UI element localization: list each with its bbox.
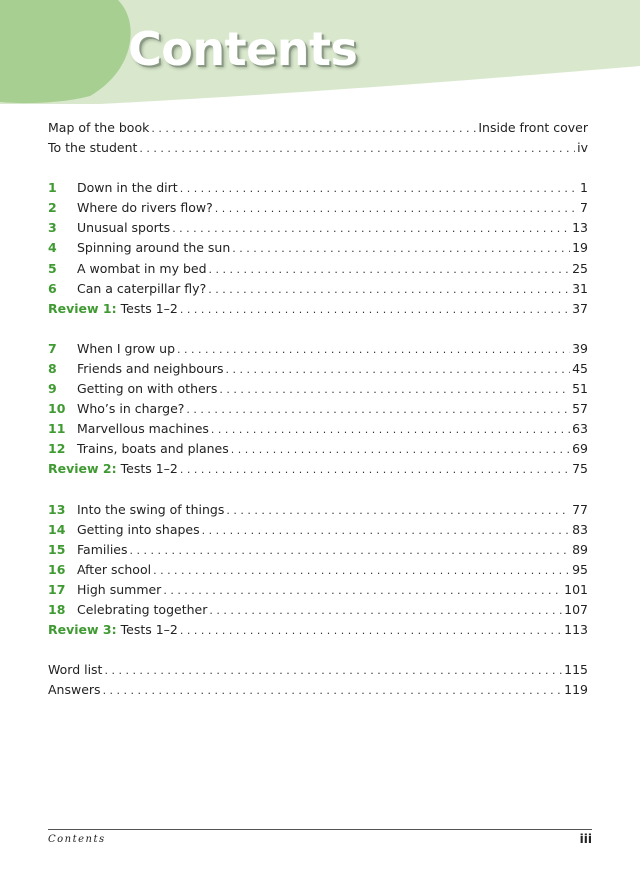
toc-entry-label: Tests 1–2 <box>120 461 178 477</box>
dot-leader <box>180 300 570 320</box>
footer-section-name: Contents <box>48 834 106 845</box>
toc-entry-review-3[interactable] <box>48 620 588 640</box>
dot-leader <box>180 621 562 641</box>
toc-entry-label: Friends and neighbours <box>77 360 224 376</box>
toc-entry-label: Can a caterpillar fly? <box>77 280 207 296</box>
toc-entry-unit-1[interactable] <box>48 178 588 198</box>
toc-entry-unit-9[interactable] <box>48 379 588 399</box>
toc-entry-unit-6[interactable] <box>48 279 588 299</box>
review-label: Review 1: <box>48 300 117 316</box>
dot-leader <box>209 260 571 280</box>
toc-entry-page: 31 <box>572 280 588 296</box>
toc-entry-page: 1 <box>580 180 588 196</box>
toc-entry-label: Getting into shapes <box>77 521 200 537</box>
unit-number: 1 <box>48 180 57 196</box>
toc-entry-label: Celebrating together <box>77 601 208 617</box>
toc-entry-page: 51 <box>572 381 588 397</box>
dot-leader <box>208 280 570 300</box>
unit-number: 8 <box>48 360 57 376</box>
toc-entry-label: Families <box>77 541 128 557</box>
toc-entry-unit-17[interactable] <box>48 580 588 600</box>
toc-entry-page: Inside front cover <box>478 120 588 135</box>
dot-leader <box>139 139 575 159</box>
footer-page-number: iii <box>579 832 592 846</box>
toc-entry-unit-5[interactable] <box>48 259 588 279</box>
toc-entry-page: 45 <box>572 360 588 376</box>
unit-number: 3 <box>48 220 57 236</box>
toc-entry-page: 101 <box>564 581 588 597</box>
unit-number: 13 <box>48 501 66 517</box>
unit-number: 14 <box>48 521 66 537</box>
toc-entry-page: 37 <box>572 300 588 316</box>
dot-leader <box>215 199 578 219</box>
unit-number: 18 <box>48 601 66 617</box>
toc-entry-unit-4[interactable] <box>48 238 588 258</box>
dot-leader <box>177 340 570 360</box>
dot-leader <box>211 420 570 440</box>
dot-leader <box>232 239 570 259</box>
toc-entry-unit-15[interactable] <box>48 540 588 560</box>
dot-leader <box>103 681 563 701</box>
table-of-contents <box>48 118 588 700</box>
review-label: Review 3: <box>48 622 117 638</box>
toc-entry-map[interactable] <box>48 118 588 138</box>
toc-entry-unit-16[interactable] <box>48 560 588 580</box>
toc-entry-page: iv <box>577 140 588 156</box>
toc-entry-page: 39 <box>572 340 588 356</box>
unit-number: 6 <box>48 280 57 296</box>
toc-entry-page: 107 <box>564 601 588 617</box>
toc-entry-page: 19 <box>572 240 588 256</box>
toc-entry-label: Trains, boats and planes <box>77 441 229 457</box>
toc-entry-unit-14[interactable] <box>48 520 588 540</box>
unit-number: 11 <box>48 421 66 437</box>
toc-entry-label: After school <box>77 561 152 577</box>
unit-number: 4 <box>48 240 57 256</box>
toc-entry-unit-2[interactable] <box>48 198 588 218</box>
toc-entry-page: 115 <box>564 662 588 678</box>
dot-leader <box>219 380 570 400</box>
toc-entry-unit-11[interactable] <box>48 419 588 439</box>
toc-entry-page: 75 <box>572 461 588 477</box>
dot-leader <box>151 119 476 139</box>
toc-entry-label: To the student <box>48 140 138 156</box>
toc-entry-word-list[interactable] <box>48 660 588 680</box>
unit-number: 2 <box>48 200 57 216</box>
toc-entry-label: Tests 1–2 <box>120 300 178 316</box>
toc-entry-page: 7 <box>580 200 588 216</box>
toc-entry-label: Marvellous machines <box>77 421 209 437</box>
toc-entry-page: 89 <box>572 541 588 557</box>
toc-entry-page: 119 <box>564 682 588 698</box>
footer-divider <box>48 829 592 830</box>
dot-leader <box>209 601 562 621</box>
toc-entry-label: Who’s in charge? <box>77 401 185 417</box>
toc-entry-label: Where do rivers flow? <box>77 200 213 216</box>
dot-leader <box>180 179 578 199</box>
dot-leader <box>104 661 562 681</box>
toc-entry-label: Word list <box>48 662 103 678</box>
toc-entry-label: High summer <box>77 581 162 597</box>
toc-entry-label: Unusual sports <box>77 220 171 236</box>
dot-leader <box>226 360 571 380</box>
toc-entry-page: 25 <box>572 260 588 276</box>
toc-entry-label: Spinning around the sun <box>77 240 231 256</box>
toc-entry-to-the-student[interactable] <box>48 138 588 158</box>
unit-number: 12 <box>48 441 66 457</box>
toc-entry-label: Down in the dirt <box>77 180 178 196</box>
dot-leader <box>163 581 562 601</box>
toc-entry-page: 69 <box>572 441 588 457</box>
dot-leader <box>172 219 570 239</box>
toc-entry-unit-12[interactable] <box>48 439 588 459</box>
unit-number: 9 <box>48 381 57 397</box>
toc-entry-label: A wombat in my bed <box>77 260 207 276</box>
toc-entry-page: 63 <box>572 421 588 437</box>
dot-leader <box>153 561 570 581</box>
toc-entry-label: Into the swing of things <box>77 501 225 517</box>
toc-entry-page: 57 <box>572 401 588 417</box>
unit-number: 15 <box>48 541 66 557</box>
dot-leader <box>231 440 570 460</box>
toc-entry-page: 113 <box>564 622 588 638</box>
unit-number: 10 <box>48 401 66 417</box>
dot-leader <box>130 541 571 561</box>
toc-entry-label: Tests 1–2 <box>120 622 178 638</box>
toc-entry-unit-13[interactable] <box>48 500 588 520</box>
toc-entry-unit-8[interactable] <box>48 359 588 379</box>
dot-leader <box>226 501 570 521</box>
toc-entry-page: 95 <box>572 561 588 577</box>
dot-leader <box>202 521 570 541</box>
unit-number: 16 <box>48 561 66 577</box>
toc-entry-answers[interactable] <box>48 680 588 700</box>
dot-leader <box>186 400 570 420</box>
unit-number: 5 <box>48 260 57 276</box>
toc-entry-label: Answers <box>48 682 101 698</box>
toc-entry-label: Map of the book <box>48 120 150 135</box>
review-label: Review 2: <box>48 461 117 477</box>
toc-entry-label: Getting on with others <box>77 381 218 397</box>
unit-number: 17 <box>48 581 66 597</box>
toc-entry-unit-18[interactable] <box>48 600 588 620</box>
toc-entry-unit-7[interactable] <box>48 339 588 359</box>
toc-entry-unit-10[interactable] <box>48 399 588 419</box>
toc-entry-page: 83 <box>572 521 588 537</box>
dot-leader <box>180 460 570 480</box>
toc-entry-page: 77 <box>572 501 588 517</box>
toc-entry-page: 13 <box>572 220 588 236</box>
toc-entry-review-2[interactable] <box>48 459 588 479</box>
page-title: Contents <box>128 22 358 76</box>
toc-entry-unit-3[interactable] <box>48 218 588 238</box>
unit-number: 7 <box>48 340 57 356</box>
toc-entry-label: When I grow up <box>77 340 176 356</box>
toc-entry-review-1[interactable] <box>48 299 588 319</box>
